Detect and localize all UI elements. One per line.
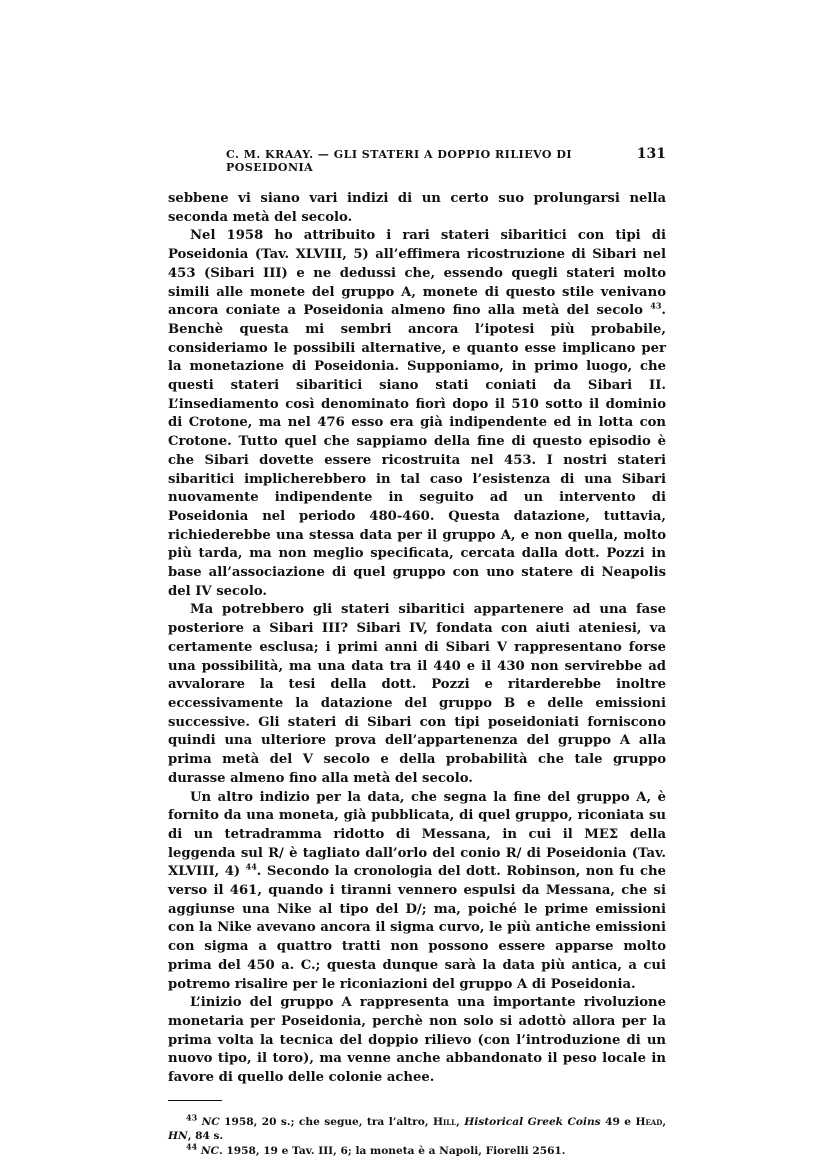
paragraph: [168, 789, 666, 995]
footnote-rule: [168, 1100, 222, 1101]
text-segment: sebbene vi siano vari indizi di un certo suo prolungarsi nella seconda metà del secolo.: [168, 191, 666, 225]
text-segment: 49 e: [600, 1115, 636, 1128]
footnote-ref: 43: [650, 300, 662, 311]
footnote-ref: 43: [186, 1112, 198, 1123]
text-segment: Ma potrebbero gli stateri sibaritici appartenere ad una fase posteriore a Sibari III? Sibari IV, fondata con aiuti ateniesi, va certamente esclusa; i primi anni di Sibari V rappresentano forse una possibilità, ma una data tra il 440 e il 430 non servirebbe ad avvalorare la tesi della dott. Pozzi e ritarderebbe inoltre eccessivamente la datazione del gruppo B e delle emissioni successive. Gli stateri di Sibari con tipi poseidoniati forniscono quindi una ulteriore prova dell’appartenenza del gruppo A alla prima metà del V secolo e della probabilità che tale gruppo durasse almeno fino alla metà del secolo.: [168, 602, 666, 786]
footnotes: [168, 1112, 667, 1159]
footnote-ref: 44: [186, 1141, 198, 1152]
paragraph: [168, 994, 666, 1088]
text-segment: NC: [197, 1144, 219, 1157]
footnote: [168, 1112, 667, 1144]
footnote-ref: 44: [245, 861, 257, 872]
text-segment: 1958, 20 s.; che segue, tra l’altro,: [219, 1115, 433, 1128]
text-segment: . 1958, 19 e Tav. III, 6; la moneta è a Napoli, Fiorelli 2561.: [218, 1144, 566, 1157]
text-segment: Head: [635, 1115, 663, 1128]
running-head: [168, 146, 666, 174]
text-segment: ,: [662, 1115, 667, 1128]
text-segment: Historical Greek Coins: [464, 1115, 601, 1128]
body-text: [168, 190, 666, 1088]
text-segment: , 84 s.: [187, 1130, 224, 1143]
text-segment: L’inizio del gruppo A rappresenta una importante rivoluzione monetaria per Poseidonia, perchè non solo si adottò allora per la prima volta la tecnica del doppio rilievo (con l’introduzione di un nuovo tipo, il toro), ma venne anche abbandonato il peso locale in favore di quello delle colonie achee.: [168, 995, 666, 1086]
text-segment: ,: [456, 1115, 465, 1128]
paragraph: [168, 601, 666, 788]
text-segment: . Benchè questa mi sembri ancora l’ipotesi più probabile, consideriamo le possibili alternative, e quanto esse implicano per la monetazione di Poseidonia. Supponiamo, in primo luogo, che questi stateri sibaritici siano stati coniati da Sibari II. L’insediamento così denominato fiorì dopo il 510 sotto il dominio di Crotone, ma nel 476 esso era già indipendente ed in lotta con Crotone. Tutto quel che sappiamo della fine di questo episodio è che Sibari dovette essere ricostruita nel 453. I nostri stateri sibaritici implicherebbero in tal caso l’esistenza di una Sibari nuovamente indipendente in seguito ad un intervento di Poseidonia nel periodo 480-460. Questa datazione, tuttavia, richiederebbe una stessa data per il gruppo A, e non quella, molto più tarda, ma non meglio specificata, cercata dalla dott. Pozzi in base all’associazione di quel gruppo con uno statere di Neapolis del IV secolo.: [168, 303, 666, 599]
paragraph: [168, 190, 666, 227]
text-segment: Hill: [432, 1115, 457, 1128]
text-segment: Un altro indizio per la data, che segna la fine del gruppo A, è fornito da una moneta, già pubblicata, di quel gruppo, riconiata su di un tetradramma ridotto di Messana, in cui il ΜΕΣ della leggenda sul R/ è tagliato dall’orlo del conio R/ di Poseidonia (Tav. XLVIII, 4): [168, 789, 666, 880]
text-segment: Nel 1958 ho attribuito i rari stateri sibaritici con tipi di Poseidonia (Tav. XLVIII, 5) all’effimera ricostruzione di Sibari nel 453 (Sibari III) e ne dedussi che, essendo quegli stateri molto simili alle monete del gruppo A, monete di questo stile venivano ancora coniate a Poseidonia almeno fino alla metà del secolo: [168, 228, 666, 319]
page: [168, 146, 666, 1158]
running-head-title: C. M. KRAAY. — GLI STATERI A DOPPIO RILIEVO DI POSEIDONIA: [226, 148, 573, 174]
text-segment: NC: [197, 1115, 220, 1128]
paragraph: [168, 227, 666, 601]
text-segment: . Secondo la cronologia del dott. Robinson, non fu che verso il 461, quando i tiranni vennero espulsi da Messana, che si aggiunse una Nike al tipo del D/; ma, poiché le prime emissioni con la Nike avevano ancora il sigma curvo, le più antiche emissioni con sigma a quattro tratti non possono essere apparse molto prima del 450 a. C.; questa dunque sarà la data più antica, a cui potremo risalire per le riconiazioni del gruppo A di Poseidonia.: [168, 864, 666, 992]
text-segment: HN: [168, 1130, 188, 1143]
page-number: 131: [636, 146, 666, 162]
footnote: [168, 1141, 666, 1159]
